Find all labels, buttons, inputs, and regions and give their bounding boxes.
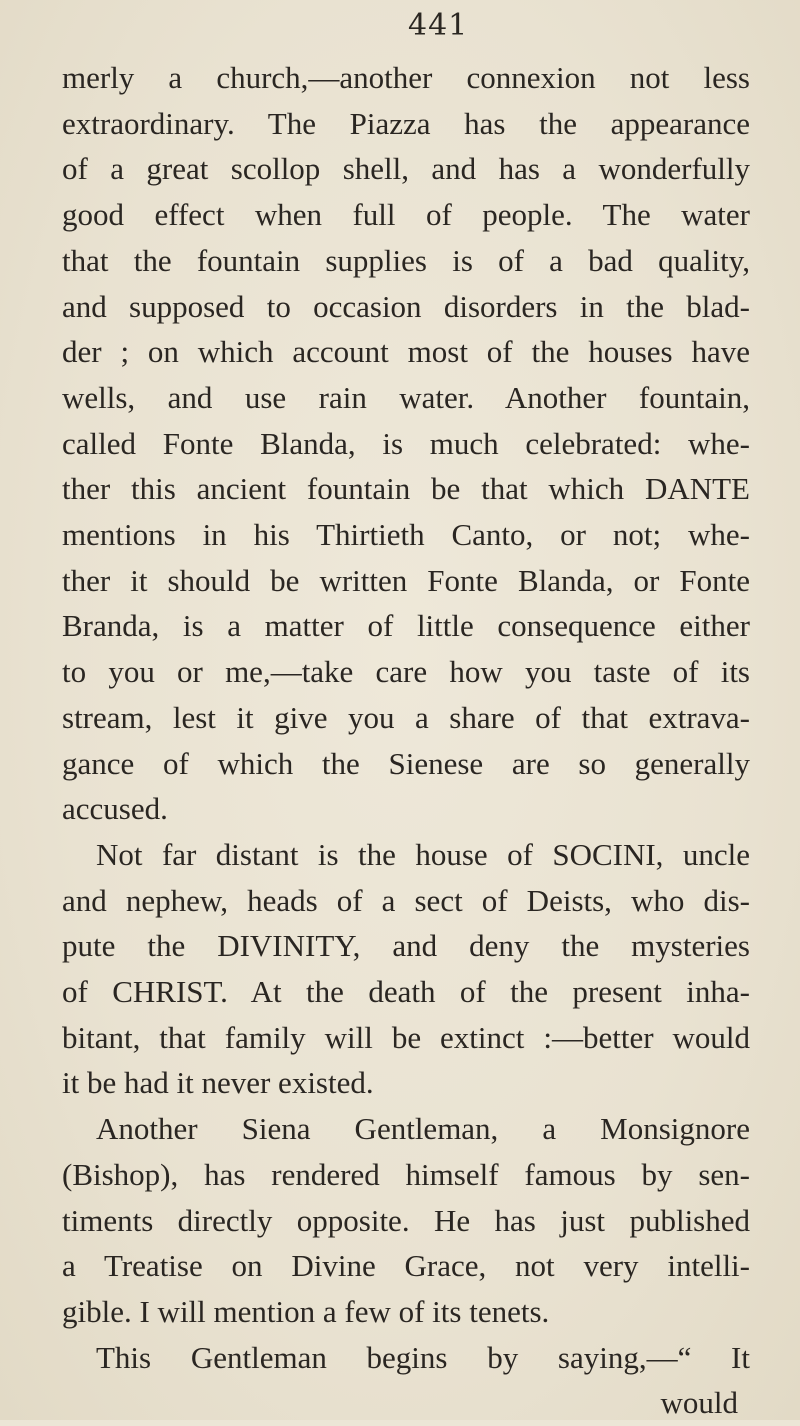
text-line: der ; on which account most of the houses have (62, 334, 750, 370)
text-line: gance of which the Sienese are so generally (62, 745, 750, 781)
text-line: extraordinary. The Piazza has the appearance (62, 105, 750, 141)
text-line: accused. (62, 791, 168, 827)
text-line: ther it should be written Fonte Blanda, or Fonte (62, 562, 750, 598)
text-line: to you or me,—take care how you taste of its (62, 654, 750, 690)
paragraph-start-line: Another Siena Gentleman, a Monsignore (96, 1111, 750, 1147)
text-line: mentions in his Thirtieth Canto, or not; whe- (62, 517, 750, 553)
text-line: merly a church,—another connexion not less (62, 60, 750, 95)
text-line: stream, lest it give you a share of that extrava- (62, 699, 750, 735)
text-line: bitant, that family will be extinct :—better would (62, 1019, 750, 1055)
text-line: good effect when full of people. The water (62, 197, 750, 233)
body-text (62, 55, 750, 1426)
text-line: of CHRIST. At the death of the present inha- (62, 974, 750, 1010)
text-line: Branda, is a matter of little consequence either (62, 608, 750, 644)
text-line: and nephew, heads of a sect of Deists, who dis- (62, 882, 750, 918)
text-line: ther this ancient fountain be that which DANTE (62, 471, 750, 507)
text-line: (Bishop), has rendered himself famous by sen- (62, 1156, 750, 1192)
text-line: of a great scollop shell, and has a wonderfully (62, 151, 750, 187)
text-line: a Treatise on Divine Grace, not very intelli- (62, 1248, 750, 1284)
text-line: wells, and use rain water. Another fountain, (62, 379, 750, 415)
text-line: pute the DIVINITY, and deny the mysteries (62, 928, 750, 964)
paragraph-start-line: This Gentleman begins by saying,—“ It (96, 1339, 750, 1375)
catchword: would (660, 1385, 738, 1421)
paragraph-start-line: Not far distant is the house of SOCINI, uncle (96, 836, 750, 872)
page-number: 441 (408, 8, 469, 43)
text-line: and supposed to occasion disorders in the blad- (62, 288, 750, 324)
text-line: gible. I will mention a few of its tenets. (62, 1293, 550, 1329)
text-line: it be had it never existed. (62, 1065, 374, 1101)
text-line: timents directly opposite. He has just published (62, 1202, 750, 1238)
text-line: that the fountain supplies is of a bad quality, (62, 242, 750, 278)
text-line: called Fonte Blanda, is much celebrated: whe- (62, 425, 750, 461)
